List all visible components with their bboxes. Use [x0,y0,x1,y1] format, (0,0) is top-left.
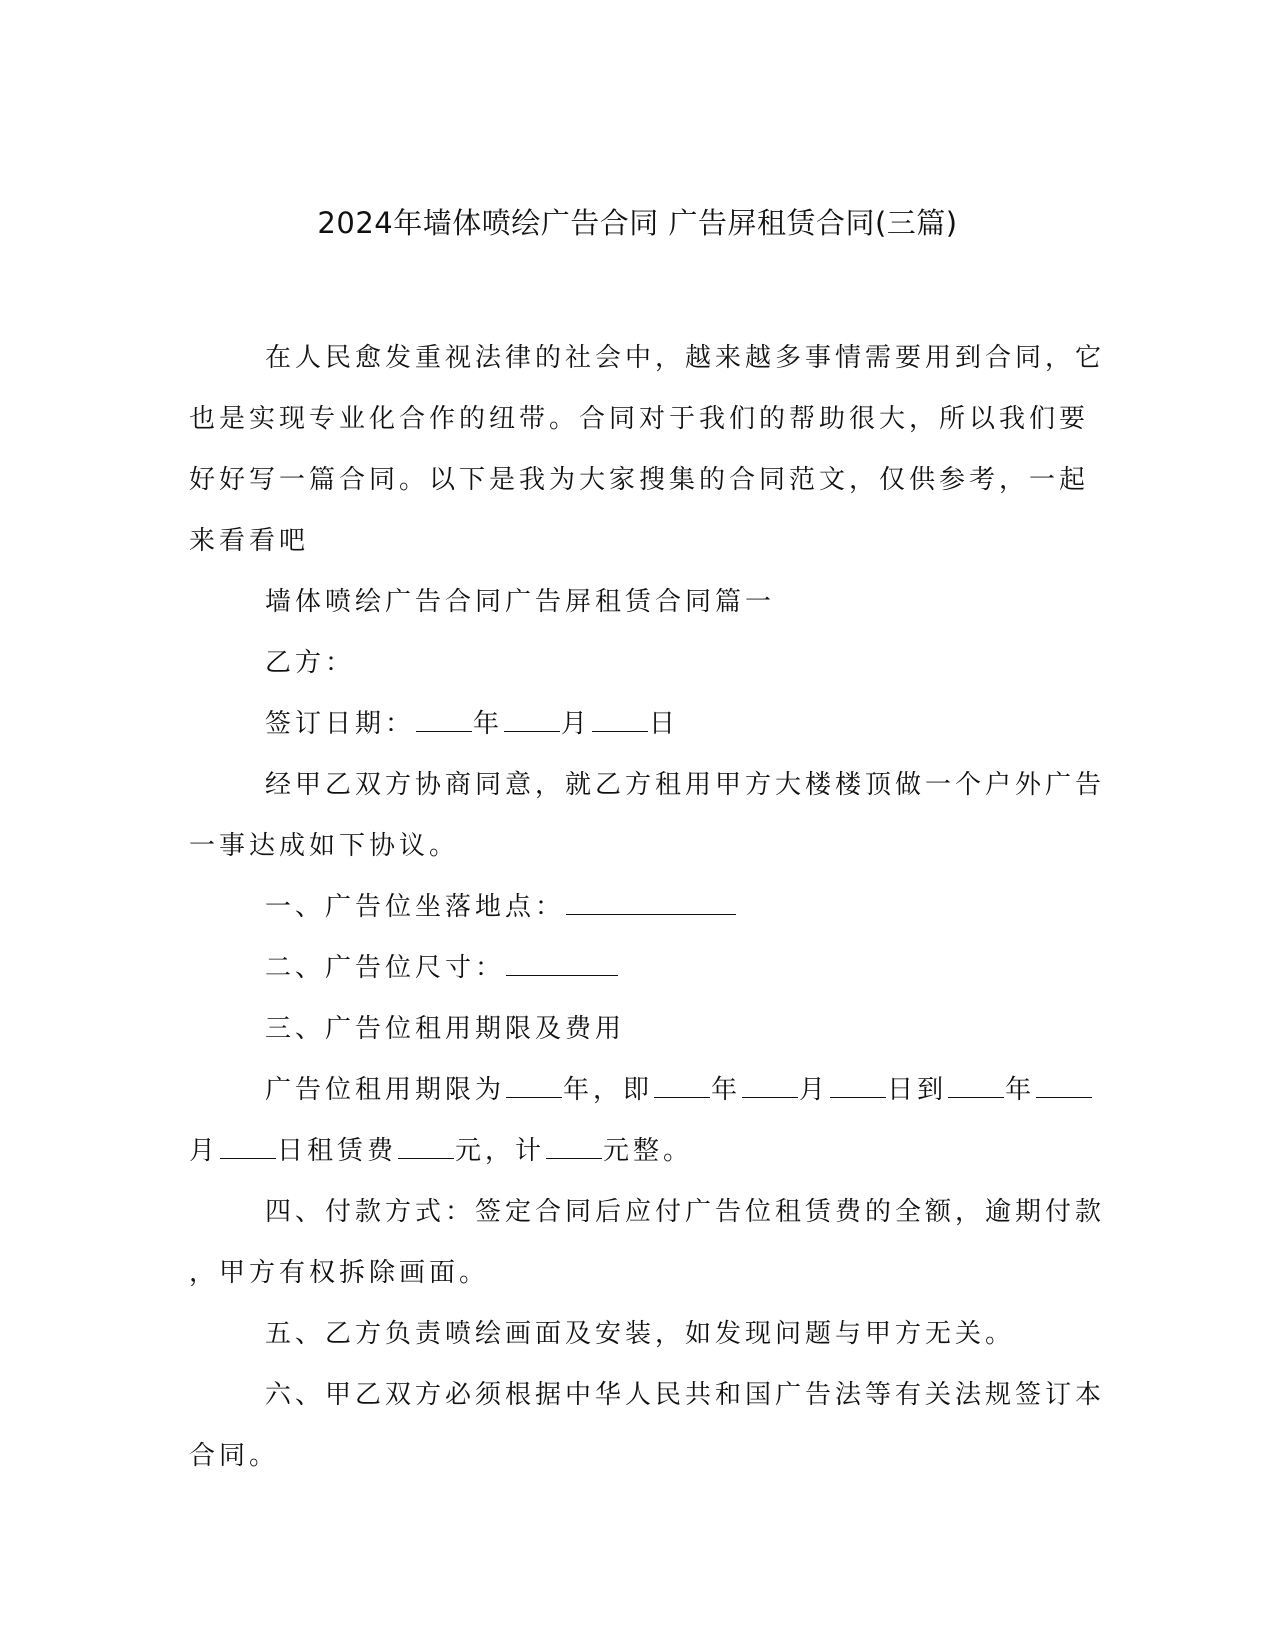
blank-field [398,1133,454,1159]
blank-field [416,706,472,732]
agreement-line-2: 一事达成如下协议。 [189,831,460,861]
sign-date-line [189,694,1069,755]
blank-field [830,1072,886,1098]
intro-line-2: 也是实现专业化合作的纽带。合同对于我们的帮助很大，所以我们要 [189,404,1090,434]
text-fragment: 元整。 [603,1136,694,1166]
clause-3-detail-line-1 [189,1060,1069,1121]
clause-3: 三、广告位租用期限及费用 [265,1014,626,1044]
blank-field [506,1072,562,1098]
intro-line-1: 在人民愈发重视法律的社会中，越来越多事情需要用到合同，它 [265,343,1106,373]
text-fragment: 年，即 [563,1075,654,1105]
blank-field [654,1072,710,1098]
month-label: 月 [561,709,592,739]
clause-3-detail-line-2 [189,1121,1069,1182]
text-fragment: 年 [711,1075,742,1105]
year-label: 年 [473,709,504,739]
blank-field [546,1133,602,1159]
blank-field [220,1133,276,1159]
blank-field [742,1072,798,1098]
blank-field [566,889,736,915]
clause-1 [189,877,1069,938]
sign-date-label: 签订日期： [265,709,416,739]
text-fragment: 元，计 [455,1136,546,1166]
agreement-line-1: 经甲乙双方协商同意，就乙方租用甲方大楼楼顶做一个户外广告 [265,770,1106,800]
text-fragment: 月 [799,1075,830,1105]
party-b-label: 乙方： [265,648,356,678]
text-fragment: 日到 [887,1075,948,1105]
document-body [189,328,1106,1487]
clause-2-label: 二、广告位尺寸： [265,953,506,983]
clause-2 [189,938,1069,999]
intro-line-3: 好好写一篇合同。以下是我为大家搜集的合同范文，仅供参考，一起 [189,465,1090,495]
blank-field [506,950,618,976]
blank-field [948,1072,1004,1098]
clause-4-line-2: ，甲方有权拆除画面。 [189,1258,490,1288]
document-title: 2024年墙体喷绘广告合同 广告屏租赁合同(三篇) [317,206,958,240]
intro-line-4: 来看看吧 [189,526,310,556]
clause-6-line-2: 合同。 [189,1441,280,1471]
text-fragment: 月 [189,1136,220,1166]
clause-1-label: 一、广告位坐落地点： [265,892,566,922]
text-fragment: 广告位租用期限为 [265,1075,506,1105]
day-label: 日 [649,709,680,739]
text-fragment: 日租赁费 [277,1136,398,1166]
section-heading: 墙体喷绘广告合同广告屏租赁合同篇一 [265,587,776,617]
blank-field [504,706,560,732]
blank-field [592,706,648,732]
clause-4-line-1: 四、付款方式：签定合同后应付广告位租赁费的全额，逾期付款 [265,1197,1106,1227]
blank-field [1036,1072,1092,1098]
text-fragment: 年 [1005,1075,1036,1105]
clause-5: 五、乙方负责喷绘画面及安装，如发现问题与甲方无关。 [265,1319,1016,1349]
clause-6-line-1: 六、甲乙双方必须根据中华人民共和国广告法等有关法规签订本 [265,1380,1106,1410]
